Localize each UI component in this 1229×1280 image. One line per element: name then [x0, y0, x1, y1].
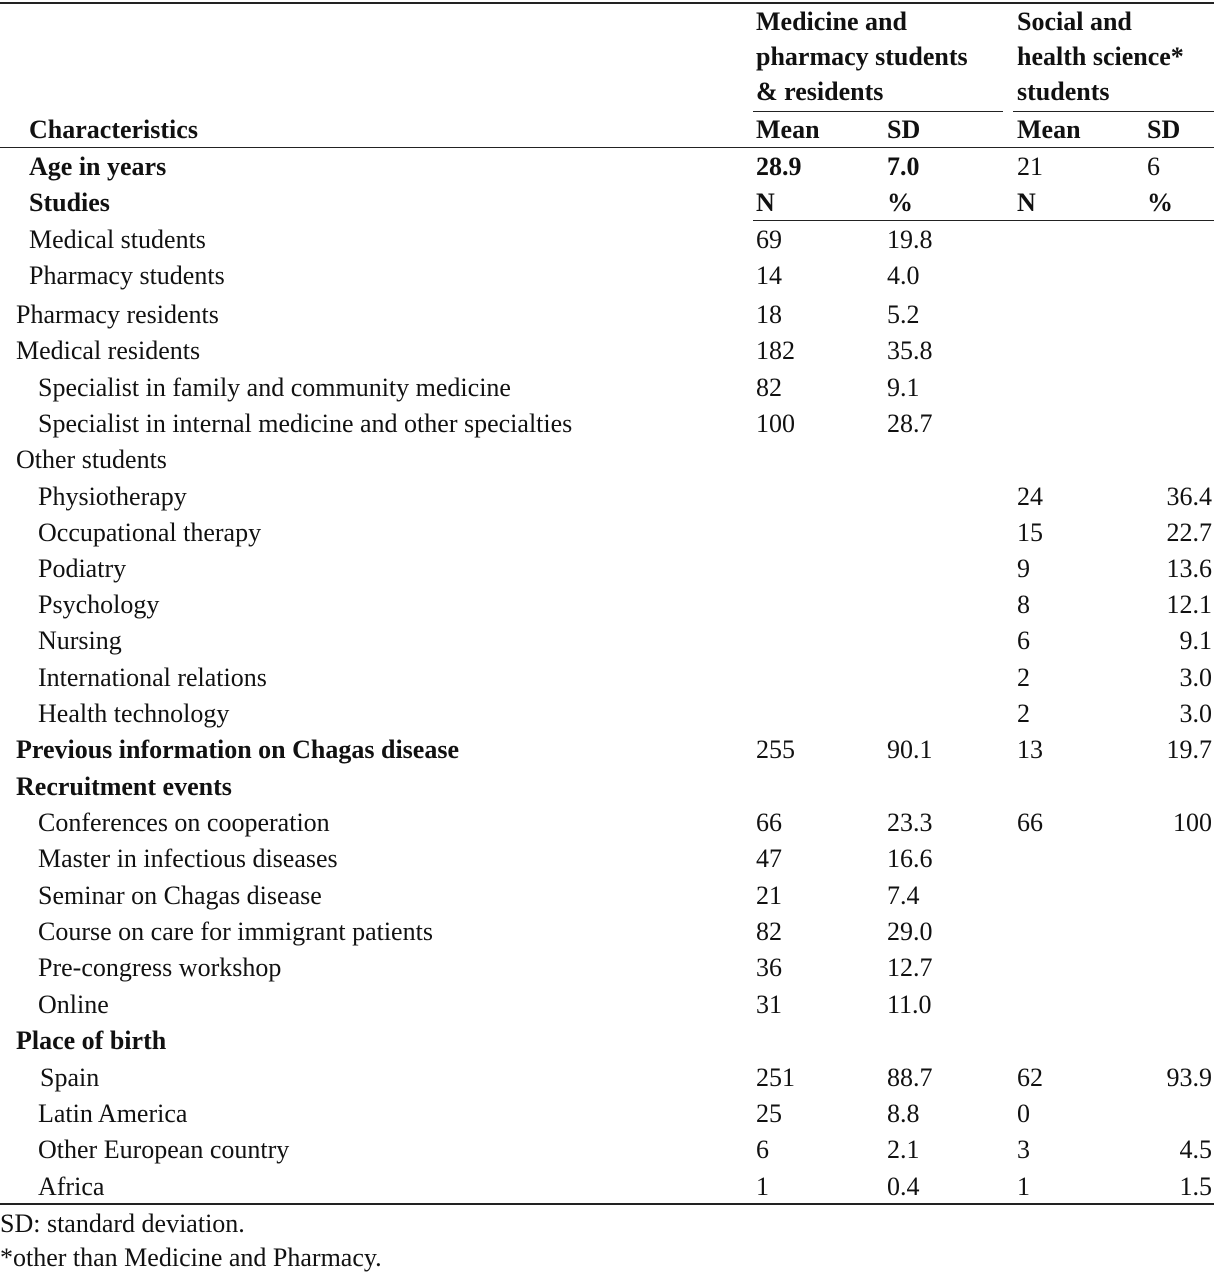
row-label: Spain	[40, 1063, 100, 1092]
row-label: Online	[38, 990, 109, 1019]
header-mean-group2: Mean	[1017, 115, 1081, 144]
cell-group2-n-mean: 62	[1017, 1063, 1043, 1092]
row-label: Pharmacy residents	[16, 300, 219, 329]
cell-group1-n-mean: 21	[756, 881, 782, 910]
header-characteristics: Characteristics	[29, 115, 198, 144]
row-label: International relations	[38, 663, 267, 692]
row-label: Nursing	[38, 626, 122, 655]
group1-underline	[753, 111, 1003, 112]
row-label: Other European country	[38, 1135, 290, 1164]
row-label: Course on care for immigrant patients	[38, 917, 433, 946]
cell-group1-n-mean: 18	[756, 300, 782, 329]
row-label: Conferences on cooperation	[38, 808, 330, 837]
row-label: Medical residents	[16, 336, 201, 365]
cell-group2-n-mean: 2	[1017, 663, 1030, 692]
cell-group1-pct-sd: 5.2	[887, 300, 920, 329]
footnote: SD: standard deviation.	[0, 1209, 245, 1238]
cell-group1-n-mean: 100	[756, 409, 795, 438]
cell-group1-pct-sd: 90.1	[887, 735, 933, 764]
row-label: Psychology	[38, 590, 160, 619]
cell-group1-n-mean: 255	[756, 735, 795, 764]
cell-group1-n-mean: 14	[756, 261, 782, 290]
row-label: Specialist in family and community medicine	[38, 373, 511, 402]
header-group-medicine-pharmacy	[756, 4, 1011, 109]
cell-group2-pct-sd: 6	[1147, 152, 1160, 181]
cell-group2-n-mean: 0	[1017, 1099, 1030, 1128]
cell-group1-pct-sd: 19.8	[887, 225, 933, 254]
cell-group2-n-mean: 21	[1017, 152, 1043, 181]
table-bottom-rule	[0, 1203, 1214, 1205]
cell-group1-pct-sd: 0.4	[887, 1172, 920, 1201]
cell-group1-n-mean: 66	[756, 808, 782, 837]
header-group1-line: pharmacy students	[756, 42, 968, 71]
header-group-social-health	[1017, 4, 1217, 109]
cell-group1-n-mean: 82	[756, 373, 782, 402]
cell-group2-pct-sd: 4.5	[1179, 1135, 1212, 1164]
row-label: Africa	[38, 1172, 105, 1201]
studies-rule	[753, 220, 1214, 221]
cell-group1-pct-sd: 12.7	[887, 953, 933, 982]
cell-group1-pct-sd: 8.8	[887, 1099, 920, 1128]
cell-group2-n-mean: 15	[1017, 518, 1043, 547]
cell-group1-pct-sd: 23.3	[887, 808, 933, 837]
row-label: Pharmacy students	[29, 261, 225, 290]
cell-group2-pct-sd: 13.6	[1166, 554, 1212, 583]
cell-group2-n-mean: N	[1017, 188, 1036, 217]
cell-group2-pct-sd: 100	[1173, 808, 1212, 837]
cell-group1-pct-sd: 4.0	[887, 261, 920, 290]
cell-group1-n-mean: 36	[756, 953, 782, 982]
cell-group1-pct-sd: 28.7	[887, 409, 933, 438]
cell-group1-pct-sd: 9.1	[887, 373, 920, 402]
cell-group2-n-mean: 9	[1017, 554, 1030, 583]
cell-group1-n-mean: 31	[756, 990, 782, 1019]
header-sd-group2: SD	[1147, 115, 1181, 144]
row-label: Studies	[29, 188, 110, 217]
row-label: Previous information on Chagas disease	[16, 735, 459, 764]
cell-group1-pct-sd: 7.0	[887, 152, 920, 181]
cell-group2-pct-sd: 1.5	[1179, 1172, 1212, 1201]
header-group2-line: students	[1017, 77, 1110, 106]
row-label: Pre-congress workshop	[38, 953, 282, 982]
cell-group1-pct-sd: 16.6	[887, 844, 933, 873]
row-label: Place of birth	[16, 1026, 167, 1055]
footnote: *other than Medicine and Pharmacy.	[0, 1243, 382, 1272]
cell-group2-n-mean: 8	[1017, 590, 1030, 619]
cell-group1-n-mean: 28.9	[756, 152, 802, 181]
row-label: Health technology	[38, 699, 230, 728]
cell-group2-n-mean: 24	[1017, 482, 1043, 511]
cell-group1-n-mean: 69	[756, 225, 782, 254]
cell-group2-pct-sd: 3.0	[1179, 699, 1212, 728]
footnotes	[0, 1207, 382, 1275]
row-label: Other students	[16, 445, 167, 474]
row-label: Recruitment events	[16, 772, 232, 801]
row-label: Occupational therapy	[38, 518, 262, 547]
row-label: Age in years	[29, 152, 167, 181]
cell-group1-pct-sd: %	[887, 188, 913, 217]
header-sd-group1: SD	[887, 115, 921, 144]
cell-group2-pct-sd: 9.1	[1179, 626, 1212, 655]
cell-group2-pct-sd: 36.4	[1166, 482, 1212, 511]
cell-group2-n-mean: 1	[1017, 1172, 1030, 1201]
cell-group1-n-mean: 47	[756, 844, 782, 873]
cell-group2-n-mean: 2	[1017, 699, 1030, 728]
cell-group1-pct-sd: 7.4	[887, 881, 920, 910]
header-group1-line: Medicine and	[756, 7, 907, 36]
header-mean-group1: Mean	[756, 115, 820, 144]
cell-group1-pct-sd: 35.8	[887, 336, 933, 365]
row-label: Master in infectious diseases	[38, 844, 338, 873]
row-label: Seminar on Chagas disease	[38, 881, 322, 910]
cell-group1-pct-sd: 11.0	[887, 990, 932, 1019]
cell-group2-pct-sd: %	[1147, 188, 1173, 217]
cell-group1-n-mean: 1	[756, 1172, 769, 1201]
cell-group2-n-mean: 13	[1017, 735, 1043, 764]
cell-group1-n-mean: 182	[756, 336, 795, 365]
row-label: Specialist in internal medicine and other specialties	[38, 409, 573, 438]
cell-group1-n-mean: 251	[756, 1063, 795, 1092]
cell-group1-n-mean: 6	[756, 1135, 769, 1164]
cell-group2-pct-sd: 19.7	[1166, 735, 1212, 764]
header-group2-line: Social and	[1017, 7, 1132, 36]
cell-group1-pct-sd: 29.0	[887, 917, 933, 946]
cell-group2-n-mean: 66	[1017, 808, 1043, 837]
cell-group2-pct-sd: 12.1	[1166, 590, 1212, 619]
cell-group2-pct-sd: 3.0	[1179, 663, 1212, 692]
cell-group1-n-mean: 82	[756, 917, 782, 946]
header-group2-line: health science*	[1017, 42, 1184, 71]
cell-group2-pct-sd: 22.7	[1166, 518, 1212, 547]
cell-group2-n-mean: 3	[1017, 1135, 1030, 1164]
cell-group1-pct-sd: 88.7	[887, 1063, 933, 1092]
header-group1-line: & residents	[756, 77, 884, 106]
row-label: Latin America	[38, 1099, 188, 1128]
cell-group1-pct-sd: 2.1	[887, 1135, 920, 1164]
cell-group1-n-mean: N	[756, 188, 775, 217]
cell-group2-n-mean: 6	[1017, 626, 1030, 655]
row-label: Podiatry	[38, 554, 127, 583]
row-label: Medical students	[29, 225, 206, 254]
row-label: Physiotherapy	[38, 482, 187, 511]
cell-group2-pct-sd: 93.9	[1166, 1063, 1212, 1092]
cell-group1-n-mean: 25	[756, 1099, 782, 1128]
header-bottom-rule	[0, 147, 1214, 148]
group2-underline	[1013, 111, 1214, 112]
